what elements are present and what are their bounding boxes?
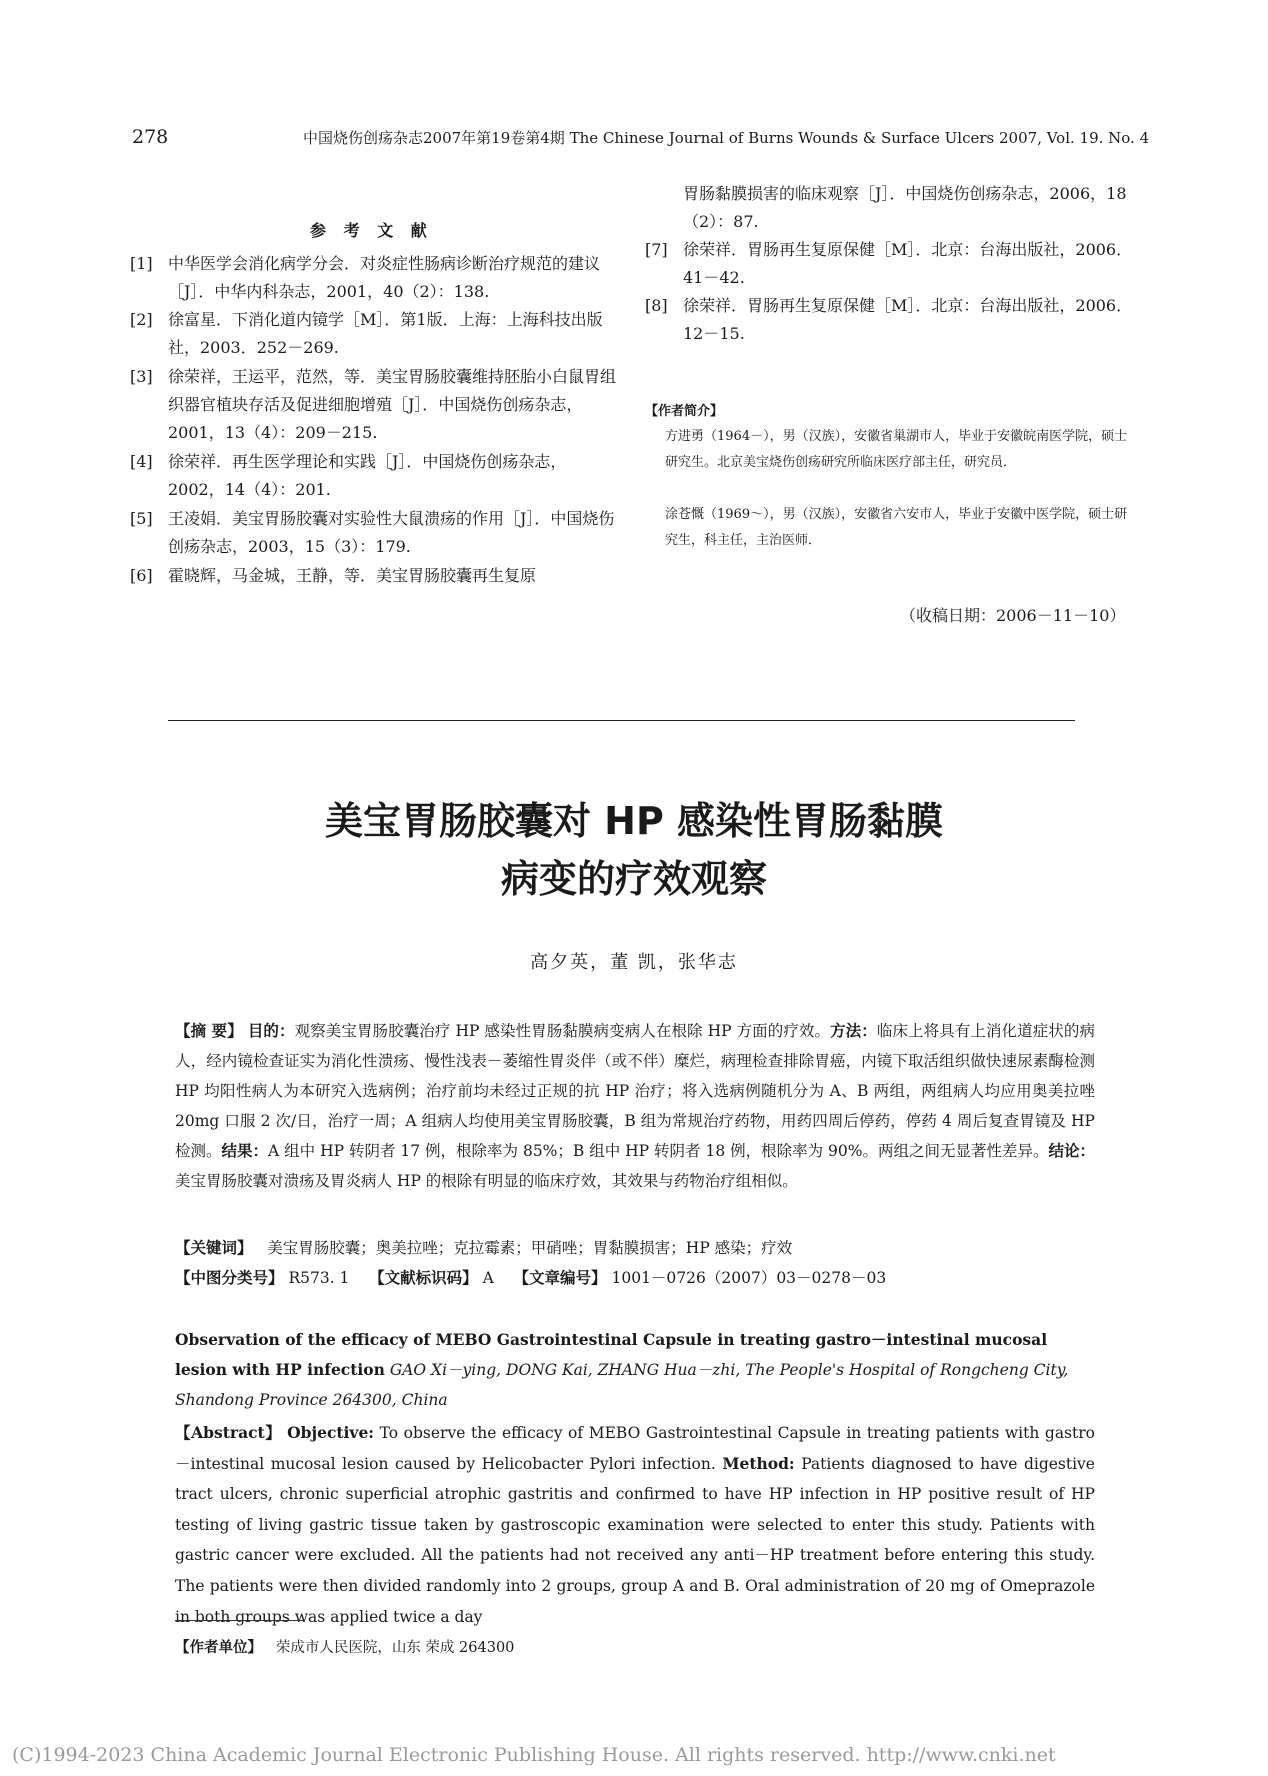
- abstract-label: 【摘 要】: [175, 1021, 243, 1040]
- english-title-block: [175, 1325, 1095, 1415]
- english-objective-label: Objective:: [287, 1423, 375, 1442]
- article-number-value: 1001－0726（2007）03－0278－03: [611, 1269, 887, 1287]
- author-bio-title: 【作者简介】: [645, 404, 724, 419]
- conclusion-label: 结论：: [1048, 1141, 1095, 1160]
- reference-number: [8]: [645, 296, 668, 315]
- clc-label: 【中图分类号】: [175, 1268, 284, 1287]
- reference-text: 徐荣祥．胃肠再生复原保健［M］．北京：台海出版社，2006．12－15.: [683, 296, 1133, 343]
- affiliation-label: 【作者单位】: [175, 1639, 262, 1656]
- reference-item: [130, 363, 620, 447]
- footnote-divider: [175, 1620, 305, 1621]
- method-label: 方法：: [830, 1021, 877, 1040]
- english-title: Observation of the efficacy of MEBO Gastrointestinal Capsule in treating gastro－intestinal mucosal lesion with HP infection: [175, 1330, 1048, 1379]
- doc-code-value: A: [482, 1269, 494, 1287]
- keywords-label: 【关键词】: [175, 1238, 253, 1257]
- objective-text: 观察美宝胃肠胶囊治疗 HP 感染性胃肠黏膜病变病人在根除 HP 方面的疗效。: [294, 1022, 831, 1040]
- english-abstract-label: 【Abstract】: [175, 1423, 282, 1442]
- article-title-line-1: 美宝胃肠胶囊对 HP 感染性胃肠黏膜: [324, 799, 944, 843]
- reference-item: [130, 250, 620, 306]
- article-number-label: 【文章编号】: [513, 1268, 607, 1287]
- reference-text: 胃肠黏膜损害的临床观察［J］．中国烧伤创疡杂志，2006，18（2）：87.: [683, 184, 1127, 231]
- reference-number: [1]: [130, 254, 153, 273]
- references-title: 参 考 文 献: [310, 221, 433, 240]
- chinese-abstract: [175, 1016, 1095, 1196]
- running-head: 中国烧伤创疡杂志2007年第19卷第4期 The Chinese Journal of Burns Wounds & Surface Ulcers 2007, Vol. 19. No. 4: [303, 129, 1150, 147]
- reference-number: [5]: [130, 509, 153, 528]
- reference-number: [2]: [130, 310, 153, 329]
- result-label: 结果：: [221, 1141, 269, 1160]
- reference-text: 中华医学会消化病学分会．对炎症性肠病诊断治疗规范的建议［J］．中华内科杂志，2001，40（2）：138.: [168, 254, 601, 301]
- english-authors: GAO Xi－ying, DONG Kai, ZHANG Hua－zhi, The People's Hospital of Rongcheng City, Shandong Province: [175, 1361, 1069, 1409]
- doc-code-label: 【文献标识码】: [369, 1268, 478, 1287]
- reference-number: [6]: [130, 566, 153, 585]
- reference-text: 徐荣祥．胃肠再生复原保健［M］．北京：台海出版社，2006．41－42.: [683, 240, 1133, 287]
- reference-continuation: [645, 180, 1135, 236]
- page-number: 278: [132, 126, 169, 148]
- english-method-text: Patients diagnosed to have digestive tract ulcers, chronic superficial atrophic gastritis and confirmed to have HP infection in HP positive result of HP testing of living gastric tissue taken by gastroscopic examination were selected to enter this study. Patients with gastric cancer were excluded. All the patients had not received any anti－HP treatment before entering this study. The patients were then divided randomly into 2 groups, group A and B. Oral administration of 20 mg of Omeprazole in both groups was applied twice a day: [175, 1454, 1095, 1626]
- reference-text: 徐荣祥．再生医学理论和实践［J］．中国烧伤创疡杂志，2002，14（4）：201.: [168, 452, 567, 499]
- reference-text: 徐荣祥，王运平，范然，等．美宝胃肠胶囊维持胚胎小白鼠胃组织器官植块存活及促进细胞增殖［J］．中国烧伤创疡杂志，2001，13（4）：209－215.: [168, 367, 617, 442]
- copyright-notice: (C)1994-2023 China Academic Journal Electronic Publishing House. All rights reserved. http://www.cnki.net: [12, 1744, 1056, 1766]
- received-date: （收稿日期：2006－11－10）: [900, 606, 1126, 625]
- classification-line: [175, 1266, 886, 1288]
- author-affiliation: [175, 1636, 514, 1657]
- reference-number: [4]: [130, 452, 153, 471]
- reference-item: [130, 306, 620, 362]
- keywords-text: 美宝胃肠胶囊；奥美拉唑；克拉霉素；甲硝唑；胃黏膜损害；HP 感染；疗效: [267, 1239, 793, 1257]
- section-divider: [168, 720, 1075, 721]
- article-title-line-2: 病变的疗效观察: [500, 857, 767, 901]
- reference-number: [7]: [645, 240, 668, 259]
- english-method-label: Method:: [722, 1453, 795, 1473]
- conclusion-text: 美宝胃肠胶囊对溃疡及胃炎病人 HP 的根除有明显的临床疗效，其效果与药物治疗组相似。: [175, 1172, 798, 1190]
- reference-item: [130, 562, 620, 590]
- english-objective-text: To observe the efficacy of MEBO Gastrointestinal Capsule in treating patients with gastro－intestinal mucosal lesion caused by Helicobacter Pylori infection.: [175, 1424, 1095, 1473]
- reference-item: [645, 236, 1135, 292]
- reference-text: 王凌娟．美宝胃肠胶囊对实验性大鼠溃疡的作用［J］．中国烧伤创疡杂志，2003，15（3）：179.: [168, 509, 615, 556]
- reference-number: [3]: [130, 367, 153, 386]
- method-text: 临床上将具有上消化道症状的病人，经内镜检查证实为消化性溃疡、慢性浅表－萎缩性胃炎伴（或不伴）糜烂，病理检查排除胃癌，内镜下取活组织做快速尿素酶检测 HP 均阳性病人为本研究入选病例；治疗前均未经过正规的抗 HP 治疗；将入选病例随机分为 A、B 两组，两组病人均应用奥美拉唑 20mg 口服 2 次/日，治疗一周；A 组病人均使用美宝胃肠胶囊，B 组为常规治疗药物，用药四周后停药，停药 4 周后复查胃镜及 HP 检测。: [175, 1022, 1095, 1160]
- reference-item: [130, 505, 620, 561]
- reference-text: 徐富星．下消化道内镜学［M］．第1版．上海：上海科技出版社，2003．252－269.: [168, 310, 603, 357]
- result-text: A 组中 HP 转阴者 17 例，根除率为 85%；B 组中 HP 转阴者 18 例，根除率为 90%。两组之间无显著性差异。: [268, 1142, 1049, 1160]
- reference-text: 霍晓辉，马金城，王静，等．美宝胃肠胶囊再生复原: [168, 566, 537, 585]
- english-postcode: 264300, China: [332, 1391, 448, 1409]
- clc-value: R573. 1: [288, 1269, 350, 1287]
- reference-item: [645, 292, 1135, 348]
- objective-label: 目的：: [247, 1021, 295, 1040]
- author-bio-entry: 涂苍慨（1969～），男（汉族），安徽省六安市人，毕业于安徽中医学院，硕士研究生，科主任，主治医师．: [665, 507, 1128, 548]
- article-authors: 高夕英，董 凯，张华志: [530, 952, 738, 973]
- english-abstract: [175, 1418, 1095, 1632]
- affiliation-text: 荣成市人民医院，山东 荣成 264300: [275, 1640, 515, 1656]
- keywords-line: [175, 1236, 792, 1258]
- author-bio-entry: 方进勇（1964－），男（汉族），安徽省巢湖市人，毕业于安徽皖南医学院，硕士研究生。北京美宝烧伤创疡研究所临床医疗部主任，研究员．: [665, 429, 1128, 470]
- reference-item: [130, 448, 620, 504]
